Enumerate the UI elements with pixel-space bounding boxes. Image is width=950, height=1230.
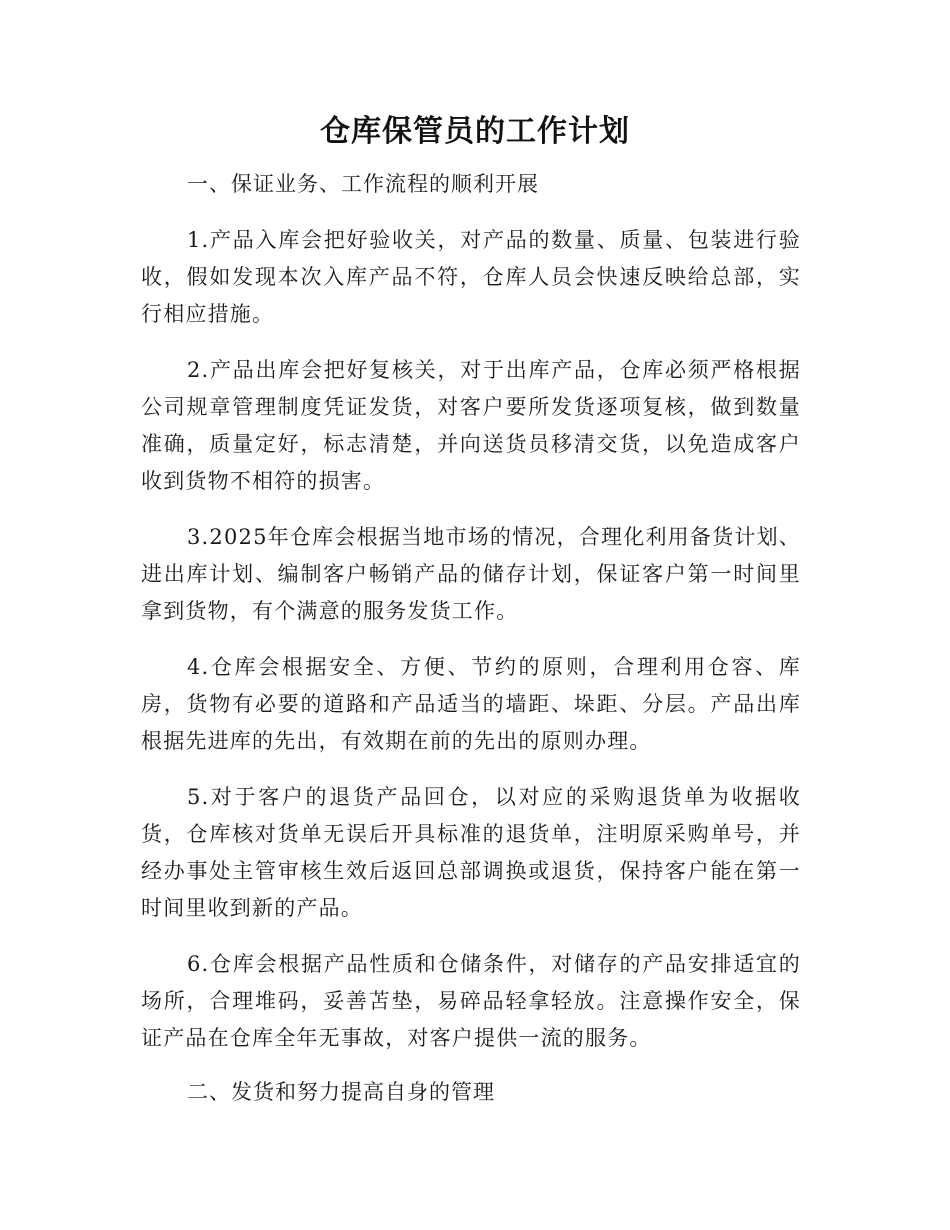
paragraph-2: 2.产品出库会把好复核关，对于出库产品，仓库必须严格根据公司规章管理制度凭证发货，对客户要所发货逐项复核，做到数量准确，质量定好，标志清楚，并向送货员移清交货，以免造成客户收到货物不相符的损害。 [141,358,801,493]
paragraph-3: 3.2025年仓库会根据当地市场的情况，合理化利用备货计划、进出库计划、编制客户畅销产品的储存计划，保证客户第一时间里拿到货物，有个满意的服务发货工作。 [141,525,801,623]
section-heading-1: 一、保证业务、工作流程的顺利开展 [187,172,539,196]
document-body [141,168,801,1108]
paragraph-5: 5.对于客户的退货产品回仓，以对应的采购退货单为收据收货，仓库核对货单无误后开具标准的退货单，注明原采购单号，并经办事处主管审核生效后返回总部调换或退货，保持客户能在第一时间里收到新的产品。 [141,785,801,920]
section-heading-2: 二、发货和努力提高自身的管理 [187,1080,495,1104]
paragraph-6: 6.仓库会根据产品性质和仓储条件，对储存的产品安排适宜的场所，合理堆码，妥善苫垫，易碎品轻拿轻放。注意操作安全，保证产品在仓库全年无事故，对客户提供一流的服务。 [141,952,801,1050]
paragraph-4: 4.仓库会根据安全、方便、节约的原则，合理利用仓容、库房，货物有必要的道路和产品适当的墙距、垛距、分层。产品出库根据先进库的先出，有效期在前的先出的原则办理。 [141,655,801,753]
paragraph-1: 1.产品入库会把好验收关，对产品的数量、质量、包装进行验收，假如发现本次入库产品不符，仓库人员会快速反映给总部，实行相应措施。 [141,228,801,326]
document-title: 仓库保管员的工作计划 [320,114,630,149]
